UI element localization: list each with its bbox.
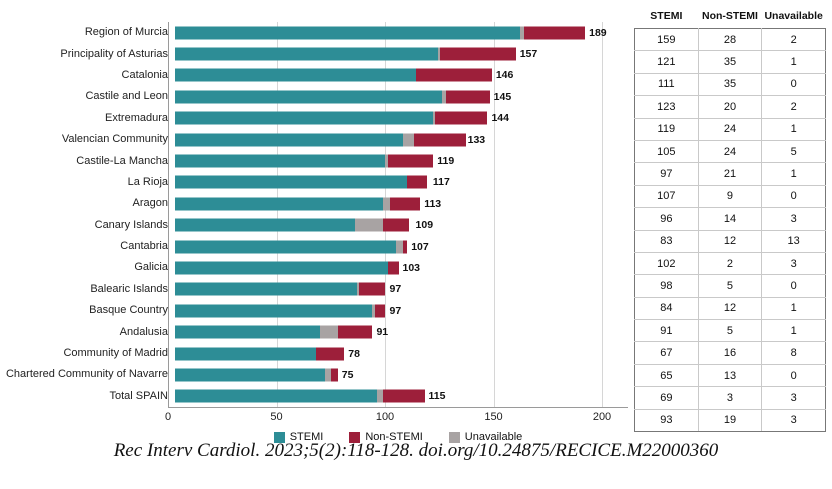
bar-segment-unavailable [403,133,414,146]
chart-row [0,364,628,385]
table-cell: 5 [698,320,762,342]
bar-total-label: 144 [491,112,509,125]
bar-segment-non-stemi [375,304,386,317]
table-cell: 3 [762,387,826,409]
bar-segment-non-stemi [407,176,427,189]
table-row [635,252,826,274]
table-cell: 67 [635,342,699,364]
table-row [635,409,826,431]
category-label: Aragon [132,197,168,210]
table-cell: 9 [698,185,762,207]
bar-total-label: 97 [389,304,402,317]
chart-row [0,43,628,64]
bar-segment-non-stemi [435,112,487,125]
bar-segment-stemi [175,112,433,125]
stacked-bar [175,26,585,39]
table-cell: 24 [698,140,762,162]
bar-area [175,172,628,193]
chart-row [0,150,628,171]
bar-area [175,43,628,64]
bar-segment-stemi [175,133,403,146]
bar-segment-stemi [175,283,357,296]
bar-area [175,321,628,342]
x-tick-label: 100 [375,411,395,424]
category-label: Castile-La Mancha [76,154,168,167]
bar-segment-stemi [175,197,383,210]
table-cell: 2 [698,252,762,274]
category-label: Extremadura [105,111,168,124]
bar-area [175,215,628,236]
table-row [635,342,826,364]
bar-segment-non-stemi [383,390,424,403]
table-row [635,96,826,118]
table-cell: 1 [762,118,826,140]
chart-row [0,215,628,236]
table-cell: 5 [762,140,826,162]
table-cell: 0 [762,73,826,95]
table-row [635,163,826,185]
bar-area [175,386,628,407]
table-body [635,29,826,432]
table-column-header: Unavailable [764,10,823,22]
bar-total-label: 78 [348,347,360,360]
table-row [635,185,826,207]
bar-area [175,257,628,278]
table-cell: 98 [635,275,699,297]
bar-total-label: 103 [402,261,421,274]
table-cell: 121 [635,51,699,73]
bar-total-label: 145 [493,90,512,103]
chart-row [0,343,628,364]
bar-area [175,236,628,257]
bar-segment-stemi [175,347,316,360]
bar-segment-non-stemi [331,368,338,381]
table-cell: 16 [698,342,762,364]
table-row [635,140,826,162]
table-header-row [635,6,826,29]
chart-row [0,321,628,342]
table-cell: 102 [635,252,699,274]
table-cell: 35 [698,51,762,73]
chart-row [0,65,628,86]
bar-segment-stemi [175,368,325,381]
table-cell: 84 [635,297,699,319]
bar-segment-non-stemi [388,155,434,168]
chart-row [0,193,628,214]
chart-row [0,108,628,129]
bar-area [175,300,628,321]
legend-label: Non-STEMI [365,431,423,444]
table-cell: 21 [698,163,762,185]
bar-segment-stemi [175,48,438,61]
category-label: Cantabria [120,240,168,253]
bar-area [175,65,628,86]
table-row [635,275,826,297]
category-label: Balearic Islands [90,282,168,295]
stacked-bar-chart [0,6,628,444]
table-cell: 14 [698,208,762,230]
x-tick-label: 0 [164,411,172,424]
chart-row [0,300,628,321]
table-cell: 3 [762,252,826,274]
x-tick-label: 200 [592,411,612,424]
bar-segment-stemi [175,261,388,274]
category-label: Chartered Community of Navarre [5,368,168,381]
table-row [635,320,826,342]
table-cell: 3 [698,387,762,409]
chart-row [0,386,628,407]
table-cell: 107 [635,185,699,207]
bar-segment-stemi [175,69,416,82]
table-cell: 28 [698,29,762,51]
table-cell: 96 [635,208,699,230]
bar-segment-non-stemi [388,261,399,274]
bar-segment-stemi [175,240,396,253]
table-cell: 2 [762,29,826,51]
stacked-bar [175,197,420,210]
data-table-panel [634,6,826,432]
table-cell: 3 [762,409,826,431]
stacked-bar [175,90,490,103]
table-cell: 91 [635,320,699,342]
table-row [635,364,826,386]
chart-rows [0,22,628,407]
table-cell: 24 [698,118,762,140]
bar-area [175,279,628,300]
table-cell: 12 [698,297,762,319]
bar-total-label: 97 [389,283,402,296]
category-label: Galicia [134,261,168,274]
bar-segment-stemi [175,326,320,339]
x-tick-label: 150 [484,411,503,424]
table-row [635,51,826,73]
stacked-bar [175,48,516,61]
stacked-bar [175,219,409,232]
table-cell: 1 [762,51,826,73]
bar-segment-non-stemi [316,347,344,360]
table-row [635,118,826,140]
table-cell: 159 [635,29,699,51]
stacked-bar [175,368,338,381]
table-cell: 97 [635,163,699,185]
stacked-bar [175,155,433,168]
bar-segment-non-stemi [446,90,489,103]
category-label: Castile and Leon [85,90,168,103]
chart-row [0,129,628,150]
chart-row [0,279,628,300]
bar-segment-non-stemi [390,197,420,210]
bar-total-label: 91 [376,326,389,339]
figure-caption: Rec Interv Cardiol. 2023;5(2):118-128. doi.org/10.24875/RECICE.M22000360 [113,440,719,461]
table-row [635,208,826,230]
legend-label: Unavailable [464,431,523,444]
table-cell: 35 [698,73,762,95]
table-column-header: Non-STEMI [701,10,758,22]
bar-total-label: 115 [428,390,446,403]
bar-segment-non-stemi [524,26,585,39]
bar-area [175,129,628,150]
x-tick-label: 50 [270,411,283,424]
table-row [635,387,826,409]
bar-total-label: 113 [424,197,442,210]
chart-row [0,257,628,278]
stacked-bar [175,112,487,125]
table-row [635,297,826,319]
bar-total-label: 146 [495,69,514,82]
bar-area [175,150,628,171]
bar-segment-stemi [175,390,377,403]
bar-area [175,108,628,129]
table-row [635,73,826,95]
table-cell: 19 [698,409,762,431]
stacked-bar [175,261,399,274]
category-label: Region of Murcia [84,26,168,39]
table-column-header: STEMI [650,10,683,22]
bar-segment-stemi [175,90,442,103]
table-cell: 119 [635,118,699,140]
bar-total-label: 119 [437,155,455,168]
stacked-bar [175,283,385,296]
bar-segment-non-stemi [383,219,409,232]
bar-area [175,364,628,385]
table-cell: 13 [762,230,826,252]
bar-segment-non-stemi [416,69,492,82]
table-cell: 12 [698,230,762,252]
table-cell: 0 [762,364,826,386]
table-cell: 8 [762,342,826,364]
table-cell: 1 [762,320,826,342]
bar-segment-non-stemi [359,283,385,296]
category-label: Andalusia [119,325,168,338]
table-cell: 93 [635,409,699,431]
table-cell: 69 [635,387,699,409]
table-header [635,6,826,29]
table-cell: 0 [762,275,826,297]
table-cell: 123 [635,96,699,118]
bar-segment-stemi [175,176,407,189]
table-cell: 65 [635,364,699,386]
table-cell: 1 [762,297,826,319]
table-cell: 0 [762,185,826,207]
bar-segment-stemi [175,304,372,317]
bar-total-label: 133 [467,133,486,146]
stacked-bar [175,347,344,360]
bar-area [175,343,628,364]
category-label: Principality of Asturias [60,47,168,60]
bar-segment-non-stemi [414,133,466,146]
chart-row [0,172,628,193]
bar-total-label: 109 [415,219,434,232]
bar-total-label: 189 [589,26,607,39]
category-label: Canary Islands [94,218,168,231]
bar-area [175,193,628,214]
bar-total-label: 117 [432,176,450,189]
table-cell: 20 [698,96,762,118]
category-label: Basque Country [89,304,168,317]
category-label: Valencian Community [61,133,168,146]
table-cell: 3 [762,208,826,230]
data-table [634,6,826,432]
bar-total-label: 75 [341,368,354,381]
stacked-bar [175,133,466,146]
table-cell: 5 [698,275,762,297]
bar-area [175,86,628,107]
chart-row [0,236,628,257]
table-cell: 2 [762,96,826,118]
bar-segment-non-stemi [440,48,516,61]
table-cell: 1 [762,163,826,185]
bar-segment-stemi [175,26,520,39]
stacked-bar [175,69,492,82]
bar-total-label: 157 [519,48,538,61]
bar-area [175,22,628,43]
stacked-bar [175,390,425,403]
bar-segment-unavailable [320,326,337,339]
table-row [635,230,826,252]
category-label: Total SPAIN [109,389,168,402]
stacked-bar [175,304,385,317]
table-cell: 111 [635,73,699,95]
category-label: Catalonia [121,68,168,81]
category-label: Community of Madrid [63,347,168,360]
table-row [635,29,826,51]
bar-total-label: 107 [411,240,429,253]
legend-label: STEMI [289,431,324,444]
stacked-bar [175,326,372,339]
bar-segment-unavailable [355,219,383,232]
bar-segment-stemi [175,219,355,232]
table-cell: 105 [635,140,699,162]
stacked-bar [175,176,427,189]
chart-row [0,22,628,43]
stacked-bar [175,240,407,253]
x-axis-line [168,407,628,408]
chart-row [0,86,628,107]
table-cell: 13 [698,364,762,386]
bar-segment-stemi [175,155,385,168]
table-cell: 83 [635,230,699,252]
category-label: La Rioja [127,175,168,188]
bar-segment-non-stemi [338,326,373,339]
